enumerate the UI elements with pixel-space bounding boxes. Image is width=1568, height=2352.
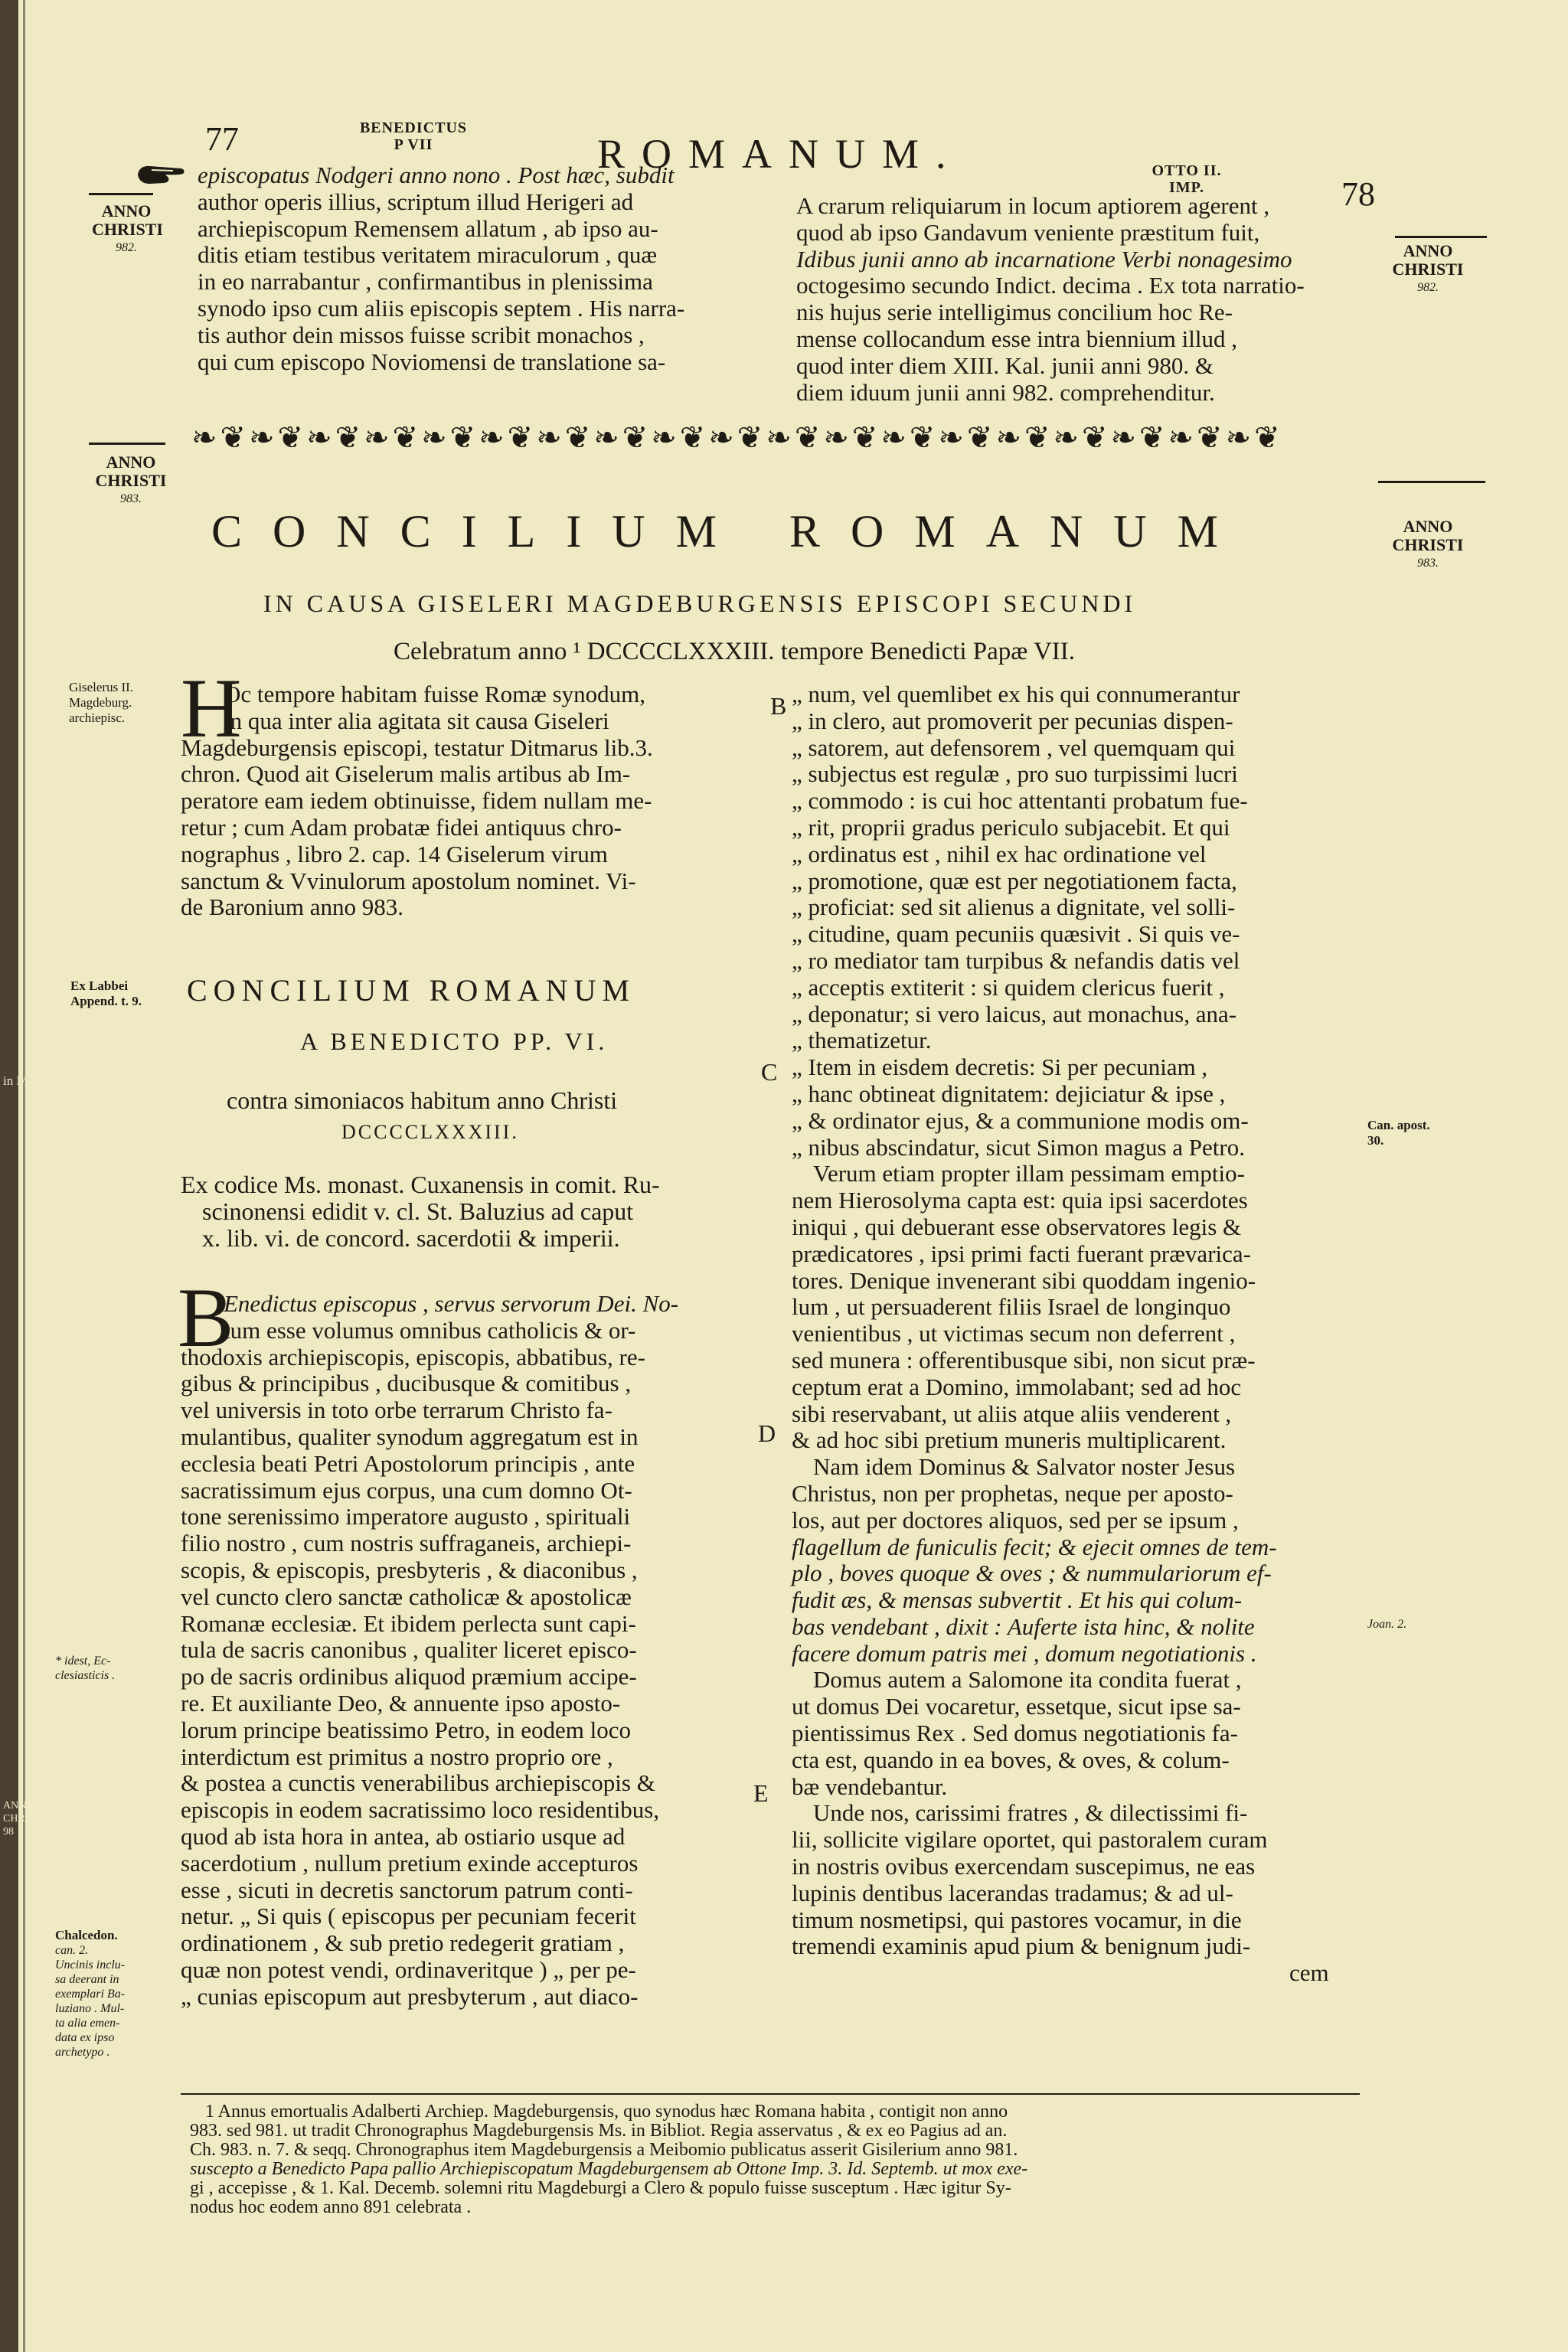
text-line: fudit æs, & mensas subvertit . Et his qui colum- (792, 1586, 1243, 1614)
text-line: vel cuncto clero sanctæ catholicæ & apostolicæ (181, 1583, 632, 1610)
text-line: Domus autem a Salomone ita condita fuerat , (813, 1666, 1242, 1694)
text-line: flagellum de funiculis fecit; & ejecit omnes de tem- (792, 1533, 1277, 1560)
drop-cap-b: B (178, 1271, 234, 1364)
running-head-right (1125, 162, 1248, 196)
text-line: „ deponatur; si vero laicus, aut monachus, ana- (792, 1000, 1237, 1027)
column-letter-b: B (770, 692, 787, 720)
margin-line: Chalcedon. (55, 1928, 118, 1942)
text-line: tum esse volumus omnibus catholicis & or- (224, 1316, 636, 1344)
margin-line: ta alia emen- (55, 2017, 120, 2030)
text-line: thodoxis archiepiscopis, episcopis, abbatibus, re- (181, 1343, 645, 1370)
text-line: netur. „ Si quis ( episcopus per pecuniam fecerit (181, 1903, 636, 1930)
text-line: nis hujus serie intelligimus concilium hoc Re- (796, 299, 1233, 326)
text-line: mense collocandum esse intra biennium illud , (796, 325, 1237, 352)
main-subtitle: IN CAUSA GISELERI MAGDEBURGENSIS EPISCOPI SECUNDI (263, 590, 1137, 617)
text-line: in nostris ovibus exercendam suscepimus, ne eas (792, 1853, 1256, 1880)
text-line: quod inter diem XIII. Kal. junii anni 980. & (796, 351, 1214, 379)
text-line: „ ro mediator tam turpibus & nefandis datis vel (792, 946, 1240, 974)
text-line: „ ordinatus est , nihil ex hac ordinatione vel (792, 840, 1207, 867)
column-letter-d: D (758, 1419, 776, 1447)
footnote-line: suscepto a Benedicto Papa pallio Archiepiscopatum Magdeburgensem ab Ottone Imp. 3. Id. Septemb. ut mox exe- (190, 2159, 1028, 2179)
text-line: Romanæ ecclesiæ. Et ibidem perlecta sunt capi- (181, 1609, 636, 1637)
text-line: facere domum patris mei , domum negotiationis . (792, 1639, 1257, 1667)
christi-label: CHRISTI (92, 220, 163, 239)
column-letter-c: C (761, 1058, 778, 1086)
running-head-right-line1: OTTO II. (1152, 162, 1222, 179)
text-line: archiepiscopum Remensem allatum , ab ipso au- (198, 214, 658, 242)
margin-line: archetypo . (55, 2046, 110, 2059)
text-line: author operis illius, scriptum illud Herigeri ad (198, 188, 634, 215)
margin-line: luziano . Mul- (55, 2002, 125, 2015)
text-line: ceptum erat a Domino, immolabant; sed ad hoc (792, 1373, 1242, 1400)
margin-note-giselerus (69, 680, 176, 726)
text-line: episcopatus Nodgeri anno nono . Post hæc, subdit (198, 162, 675, 188)
left-sub-contra: contra simoniacos habitum anno Christi (227, 1086, 618, 1114)
text-line: „ satorem, aut defensorem , vel quemquam qui (792, 733, 1236, 761)
margin-note-joan: Joan. 2. (1367, 1618, 1407, 1631)
left-sub-a: A BENEDICTO PP. VI. (300, 1027, 609, 1055)
page-number-left: 77 (205, 120, 239, 158)
text-line: interdictum est primitus a nostro proprio ore , (181, 1743, 613, 1770)
margin-line: can. 2. (55, 1944, 89, 1957)
year-label: 982. (1417, 281, 1439, 294)
margin-line: archiepisc. (69, 710, 126, 725)
top-text-left (198, 162, 684, 375)
year-label: 983. (1417, 557, 1439, 570)
text-line: peratore eam iedem obtinuisse, fidem nullam me- (181, 787, 652, 815)
text-line: & postea a cunctis venerabilibus archiepiscopis & (181, 1769, 655, 1797)
text-line: los, aut per doctores aliquos, sed per se ipsum , (792, 1506, 1239, 1534)
text-line: Unde nos, carissimi fratres , & dilectissimi fi- (813, 1799, 1248, 1827)
text-line: „ & ordinator ejus, & a communione modis om- (792, 1106, 1249, 1134)
text-line: „ cunias episcopum aut presbyterum , aut diaco- (181, 1982, 639, 2010)
text-line: bæ vendebantur. (792, 1772, 948, 1800)
footnotes (190, 2102, 1361, 2217)
text-line: sed munera : offerentibusque sibi, non sicut præ- (792, 1346, 1256, 1374)
text-line: „ hanc obtineat dignitatem: dejiciatur & ipse , (792, 1080, 1226, 1107)
side-note-anno-mid-left (89, 453, 173, 508)
running-head-right-line2: IMP. (1168, 179, 1205, 196)
margin-line: 98 (3, 1826, 14, 1838)
side-rule (1378, 481, 1485, 483)
side-note-anno-top-right (1386, 242, 1470, 297)
text-line: „ commodo : is cui hoc attentanti probatum fue- (792, 787, 1248, 815)
anno-label: ANNO (1403, 517, 1453, 536)
text-line: A crarum reliquiarum in locum aptiorem agerent , (796, 192, 1270, 219)
text-line: ordinationem , & sub pretio redegerit gratiam , (181, 1929, 625, 1957)
book-gutter (0, 0, 18, 2352)
side-rule (89, 443, 165, 445)
running-head-left (337, 119, 490, 153)
text-line: timum nosmetipsi, qui pastores vocamur, in die (792, 1906, 1242, 1933)
christi-label: CHRISTI (1392, 535, 1464, 554)
text-line: lum , ut persuaderent filiis Israel de longinquo (792, 1293, 1231, 1321)
text-line: bas vendebant , dixit : Auferte ista hinc, & nolite (792, 1612, 1255, 1640)
text-line: episcopis in eodem sacratissimo loco residentibus, (181, 1796, 660, 1824)
text-line: retur ; cum Adam probatæ fidei antiquus chro- (181, 813, 622, 841)
text-line: re. Et auxiliante Deo, & annuente ipso aposto- (181, 1689, 621, 1717)
left-subtitle: CONCILIUM ROMANUM (187, 973, 636, 1008)
margin-line: Can. apost. (1367, 1118, 1430, 1132)
left-column-body (181, 1291, 763, 2011)
year-label: 983. (120, 492, 142, 505)
text-line: Magdeburgensis episcopi, testatur Ditmarus lib.3. (181, 733, 653, 761)
text-line: Verum etiam propter illam pessimam emptio- (813, 1160, 1245, 1187)
margin-line: clesiasticis . (55, 1669, 116, 1682)
text-line: scopis, & episcopis, presbyteris , & diaconibus , (181, 1556, 638, 1583)
right-column-body (792, 681, 1374, 1987)
text-line: vel universis in toto orbe terrarum Christo fa- (181, 1396, 612, 1424)
text-line: Christus, non per prophetas, neque per aposto- (792, 1479, 1233, 1507)
running-head-left-line1: BENEDICTUS (359, 119, 468, 136)
text-line: nem Hierosolyma capta est: quia ipsi sacerdotes (792, 1187, 1248, 1214)
side-rule (1395, 236, 1487, 238)
text-line: quod ab ipso Gandavum veniente præstitum fuit, (796, 218, 1260, 246)
margin-line: Append. t. 9. (70, 994, 142, 1008)
footnote-line: Ch. 983. n. 7. & seqq. Chronographus item Magdeburgensis a Meibomio publicatus asserit Gisilerium anno 981. (190, 2140, 1018, 2160)
text-line: quod ab ista hora in antea, ab ostiario usque ad (181, 1822, 626, 1850)
text-line: „ proficiat: sed sit alienus a dignitate, vel solli- (792, 893, 1236, 921)
text-line: in qua inter alia agitata sit causa Giseleri (224, 707, 609, 734)
text-line: quæ non potest vendi, ordinaveritque ) „ per pe- (181, 1955, 636, 1983)
text-line: Idibus junii anno ab incarnatione Verbi nonagesimo (796, 245, 1292, 273)
text-line: octogesimo secundo Indict. decima . Ex tota narratio- (796, 272, 1305, 299)
main-title: CONCILIUM ROMANUM (211, 506, 1250, 557)
text-line: sacratissimum ejus corpus, una cum domno Ot- (181, 1476, 632, 1504)
text-line: tremendi examinis apud pium & benignum judi- (792, 1932, 1251, 1960)
christi-label: CHRISTI (1392, 260, 1464, 279)
text-line: ecclesia beati Petri Apostolorum principis , ante (181, 1449, 635, 1477)
margin-line: data ex ipso (55, 2031, 115, 2044)
margin-note-idest (55, 1654, 170, 1683)
text-line: Nam idem Dominus & Salvator noster Jesus (813, 1453, 1236, 1481)
footnote-rule (181, 2093, 1360, 2095)
text-line: sanctum & Vvinulorum apostolum nominet. Vi- (181, 867, 636, 894)
ornament-band: ❧❦❧❦❧❦❧❦❧❦❧❦❧❦❧❦❧❦❧❦❧❦❧❦❧❦❧❦❧❦❧❦❧❦❧❦❧❦ (191, 420, 1283, 455)
footnote-line: 1 Annus emortualis Adalberti Archiep. Magdeburgensis, quo synodus hæc Romana habita , contigit non anno (205, 2102, 1008, 2122)
text-line: venientibus , ut victimas secum non deferrent , (792, 1320, 1236, 1348)
text-line: „ in clero, aut promoverit per pecunias dispen- (792, 707, 1233, 734)
text-line: tores. Denique invenerant sibi quoddam ingenio- (792, 1266, 1256, 1294)
anno-label: ANNO (101, 201, 152, 220)
page-title: ROMANUM. (597, 131, 963, 177)
text-line: esse , sicuti in decretis sanctorum patrum conti- (181, 1876, 633, 1903)
main-celebratum: Celebratum anno ¹ DCCCCLXXXIII. tempore Benedicti Papæ VII. (394, 638, 1076, 665)
footnote-line: gi , accepisse , & 1. Kal. Decemb. solemni ritu Magdeburgi a Clero & populo fuisse susceptum . Hæc igitur Sy- (190, 2178, 1011, 2198)
text-line: „ promotione, quæ est per negotiationem facta, (792, 867, 1237, 894)
text-line: „ citudine, quam pecuniis quæsivit . Si quis ve- (792, 920, 1240, 948)
margin-line: ANN (3, 1800, 27, 1811)
text-line: Ex codice Ms. monast. Cuxanensis in comit. Ru- (181, 1171, 660, 1198)
text-line: & ad hoc sibi pretium muneris multiplicarent. (792, 1426, 1227, 1454)
footnote-line: 983. sed 981. ut tradit Chronographus Magdeburgensis Ms. in Bibliot. Regia asservatus , & ex eo Pagius ad an. (190, 2121, 1008, 2141)
text-line: „ num, vel quemlibet ex his qui connumerantur (792, 681, 1240, 707)
margin-line: CHRIS (3, 1813, 35, 1824)
margin-line: Giselerus II. (69, 680, 134, 694)
side-rule (89, 193, 153, 195)
left-sub-year: DCCCCLXXXIII. (341, 1121, 519, 1143)
drop-cap-h: H (181, 662, 242, 755)
text-line: tone serenissimo imperatore augusto , spirituali (181, 1503, 631, 1530)
text-line: sacerdotium , nullum pretium exinde accepturos (181, 1849, 639, 1877)
text-line: plo , boves quoque & oves ; & nummulariorum ef- (792, 1560, 1272, 1587)
text-line: „ rit, proprii gradus periculo subjacebit. Et qui (792, 813, 1230, 841)
side-note-anno-top-left (92, 202, 161, 257)
text-line: po de sacris ordinibus aliquod præmium accipe- (181, 1663, 637, 1690)
side-note-anno-mid-right (1386, 518, 1470, 573)
text-line: lii, sollicite vigilare oportet, qui pastoralem curam (792, 1826, 1268, 1854)
column-letter-e: E (753, 1779, 769, 1807)
gutter-shadow (23, 0, 25, 2352)
left-column-intro (181, 681, 763, 921)
text-line: Oc tempore habitam fuisse Romæ synodum, (224, 681, 646, 707)
text-line: lupinis dentibus lacerandas tradamus; & ad ul- (792, 1879, 1233, 1906)
text-line: lorum principe beatissimo Petro, in eodem loco (181, 1716, 632, 1743)
margin-line: Uncinis inclu- (55, 1958, 126, 1971)
top-text-right (796, 193, 1305, 406)
anno-label: ANNO (106, 452, 156, 472)
margin-line: exemplari Ba- (55, 1988, 126, 2001)
text-line: „ subjectus est regulæ , pro suo turpissimi lucri (792, 760, 1238, 788)
text-line: „ acceptis extiterit : si quidem clericus fuerit , (792, 973, 1225, 1001)
left-codex-note (181, 1171, 763, 1251)
text-line: prædicatores , ipsi primi facti fuerant prævarica- (792, 1240, 1251, 1267)
text-line: qui cum episcopo Noviomensi de translatione sa- (198, 348, 666, 375)
text-line: ut domus Dei vocaretur, essetque, sicut ipse sa- (792, 1693, 1241, 1720)
text-line: „ Item in eisdem decretis: Si per pecuniam , (792, 1054, 1208, 1081)
text-line: ditis etiam testibus veritatem miraculorum , quæ (198, 241, 658, 269)
text-line: synodo ipso cum aliis episcopis septem . His narra- (198, 294, 685, 322)
text-line: scinonensi edidit v. cl. St. Baluzius ad caput (202, 1197, 634, 1225)
text-line: x. lib. vi. de concord. sacerdotii & imperii. (202, 1223, 620, 1252)
margin-line: Magdeburg. (69, 695, 132, 710)
pointing-hand-icon (135, 159, 188, 190)
text-line: cta est, quando in ea boves, & oves, & colum- (792, 1746, 1230, 1773)
text-line: diem iduum junii anni 982. comprehenditur. (796, 378, 1215, 406)
text-line: de Baronium anno 983. (181, 893, 404, 921)
margin-line: 30. (1367, 1133, 1384, 1148)
text-line: „ nibus abscindatur, sicut Simon magus a Petro. (792, 1133, 1245, 1161)
text-line: gibus & principibus , ducibusque & comitibus , (181, 1370, 632, 1397)
text-line: tis author dein missos fuisse scribit monachos , (198, 321, 645, 348)
text-line: tula de sacris canonibus , qualiter liceret episco- (181, 1636, 637, 1664)
text-line: „ thematizetur. (792, 1027, 932, 1054)
footnote-line: nodus hoc eodem anno 891 celebrata . (190, 2197, 472, 2217)
text-line: chron. Quod ait Giselerum malis artibus ab Im- (181, 760, 631, 788)
margin-line: * idest, Ec- (55, 1655, 111, 1668)
text-line: Enedictus episcopus , servus servorum Dei. No- (224, 1290, 679, 1317)
text-line: mulantibus, qualiter synodum aggregatum est in (181, 1423, 639, 1450)
text-line: filio nostro , cum nostris suffraganeis, archiepi- (181, 1530, 632, 1557)
text-line: pientissimus Rex . Sed domus negotiationis fa- (792, 1720, 1238, 1747)
margin-line: Ex Labbei (70, 978, 129, 993)
text-line: sibi reservabant, ut aliis atque aliis venderent , (792, 1400, 1232, 1427)
text-line: in eo narrabantur , confirmantibus in plenissima (198, 268, 653, 296)
anno-label: ANNO (1403, 241, 1453, 260)
margin-note-chalcedon (55, 1928, 178, 2060)
year-label: 982. (116, 241, 137, 254)
running-head-left-line2: P VII (394, 136, 433, 153)
text-line: cem (1289, 1959, 1329, 1987)
christi-label: CHRISTI (95, 471, 167, 490)
margin-note-labbei (70, 978, 178, 1009)
margin-note-fragment (3, 1799, 35, 1838)
text-line: nographus , libro 2. cap. 14 Giselerum virum (181, 840, 608, 867)
margin-note-can-apost (1367, 1118, 1452, 1148)
margin-note-ms: in MS (3, 1073, 36, 1088)
text-line: iniqui , qui debuerant esse observatores legis & (792, 1213, 1242, 1240)
margin-line: sa deerant in (55, 1973, 119, 1986)
page-number-right: 78 (1341, 175, 1375, 213)
